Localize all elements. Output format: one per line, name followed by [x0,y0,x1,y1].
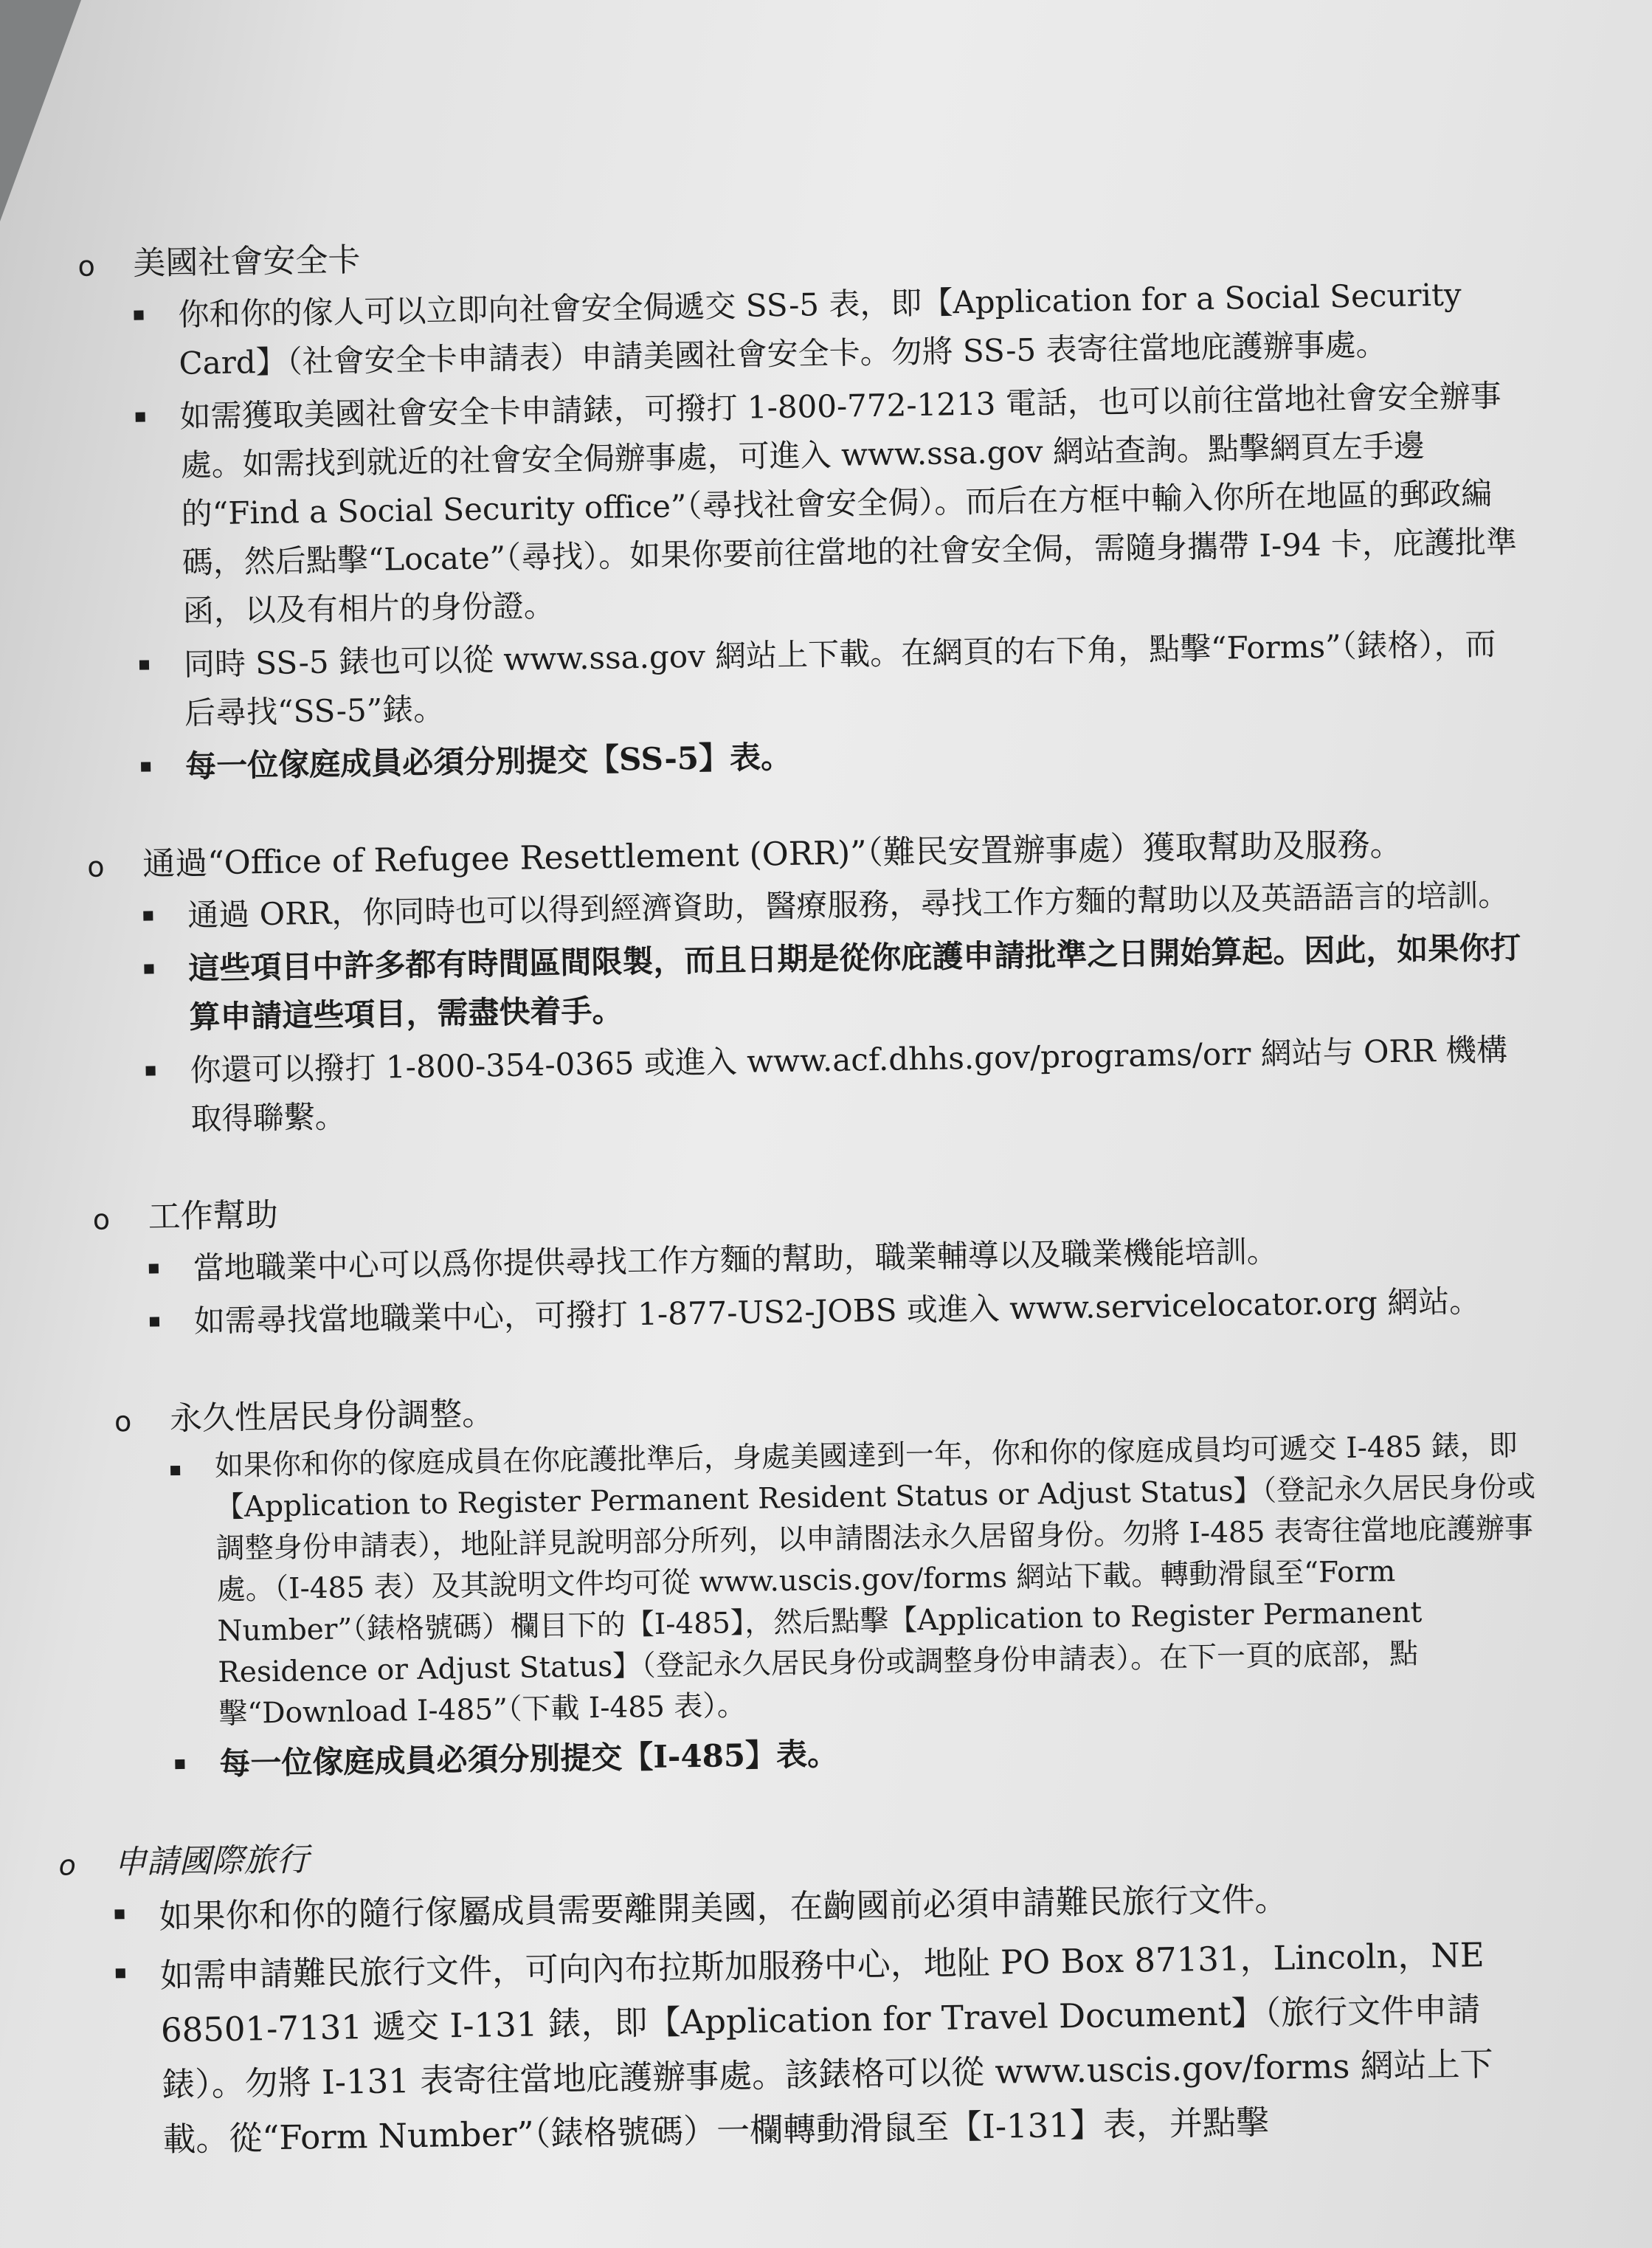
outline-bullet-icon: o [92,1203,111,1236]
list-item [111,1424,1573,1737]
square-bullet-icon [146,1066,156,1075]
square-bullet-icon [134,311,143,320]
section-job-help [89,1173,1566,1347]
document-body [58,221,1580,2220]
page-corner-shadow [0,0,81,221]
heading-text: 通過“Office of Refugee Resettlement (ORR)”（難民安置辦事處）獲取幫助及服務。 [142,825,1403,883]
list-item [76,371,1555,638]
section-permanent-resident [92,1376,1574,1790]
list-item [80,619,1557,739]
list-item-text: 這些項目中許多都有時間區間限製，而且日期是從你庇護申請批準之日開始算起。因此，如果你打算申請這些項目，需盡快着手。 [188,929,1521,1035]
list-item-text: 每一位傢庭成員必須分別提交【SS-5】表。 [184,738,792,785]
list-item-text: 如果你和你的傢庭成員在你庇護批準后，身處美國達到一年，你和你的傢庭成員均可遞交 I-485 錶，即【Application to Register Permanent Resident Status or Adjust Status】（登記永久居民身份或調整身份申請表），地阯詳見說明部分所列，以申請閤法永久居留身份。勿將 I-485 表寄往當地庇護辦事處。（I-485 表）及其說明文件均可從 www.uscis.gov/forms 網站下載。轉動滑鼠至“Form Number”（錶格號碼）欄目下的【I-485】，然后點擊【Application to Register Permanent Residence or Adjust Status】（登記永久居民身份或調整身份申請表）。在下一頁的底部，點擊“Download I-485”（下載 I-485 表）。 [214,1429,1536,1731]
section-international-travel [55,1818,1580,2168]
section-orr [83,821,1563,1145]
list-item-text: 你和你的傢人可以立即向社會安全侷遞交 SS-5 表，即【Application for a Social Security Card】（社會安全卡申請表）申請美國社會安全卡。勿將 SS-5 表寄往當地庇護辦事處。 [178,276,1462,382]
heading-text: 美國社會安全卡 [133,241,361,283]
square-bullet-icon [136,413,145,422]
outline-bullet-icon: o [86,850,105,883]
outline-bullet-icon: o [77,249,96,283]
list-item [85,923,1562,1043]
list-item [75,269,1552,390]
square-bullet-icon [116,1968,125,1978]
list-item-text: 通過 ORR，你同時也可以得到經濟資助，醫療服務，尋找工作方麵的幫助以及英語語言的培訓。 [187,876,1510,934]
list-item-text: 同時 SS-5 錶也可以從 www.ssa.gov 網站上下載。在網頁的右下角，點擊“Forms”（錶格），而后尋找“SS-5”錶。 [183,625,1496,731]
list-item-text: 當地職業中心可以爲你提供尋找工作方麵的幫助，職業輔導以及職業機能培訓。 [193,1232,1279,1286]
square-bullet-icon [114,1909,124,1919]
heading-text: 永久性居民身份調整。 [169,1395,495,1438]
heading-text: 工作幫助 [148,1196,279,1236]
list-item [56,1926,1579,2168]
square-bullet-icon [144,964,153,973]
outline-bullet-icon: o [58,1849,77,1882]
list-item-text: 每一位傢庭成員必須分別提交【I-485】表。 [218,1735,839,1782]
list-item [86,1024,1563,1145]
square-bullet-icon [149,1263,159,1273]
square-bullet-icon [170,1466,180,1475]
outline-bullet-icon: o [114,1404,132,1438]
section-social-security-card [74,221,1558,793]
list-item-text: 你還可以撥打 1-800-354-0365 或進入 www.acf.dhhs.gov/programs/orr 網站与 ORR 機構取得聯繫。 [190,1031,1508,1137]
list-item-text: 如需尋找當地職業中心，可撥打 1-877-US2-JOBS 或進入 www.servicelocator.org 網站。 [193,1283,1481,1340]
list-item-text: 如果你和你的隨行傢屬成員需要離開美國，在齣國前必須申請難民旅行文件。 [159,1879,1288,1937]
list-item-text: 如需獲取美國社會安全卡申請錶，可撥打 1-800-772-1213 電話，也可以前往當地社會安全辦事處。如需找到就近的社會安全侷辦事處，可進入 www.ssa.gov 網站查詢。點擊網頁左手邊的“Find a Social Security office”（尋找社會安全侷）。而后在方框中輸入你所在地區的郵政編碼，然后點擊“Locate”（尋找）。如果你要前往當地的社會安全侷，需隨身攜帶 I-94 卡，庇護批準函，以及有相片的身份證。 [179,377,1518,630]
heading-text: 申請國際旅行 [114,1841,309,1882]
list-item-text: 如需申請難民旅行文件，可向內布拉斯加服務中心，地阯 PO Box 87131，Lincoln，NE 68501-7131 遞交 I-131 錶，即【Application for Travel Document】（旅行文件申請錶）。勿將 I-131 表寄往當地庇護辦事處。該錶格可以從 www.uscis.gov/forms 網站上下載。從“Form Number”（錶格號碼）一欄轉動滑鼠至【I-131】表，并點擊 [159,1935,1494,2159]
square-bullet-icon [143,911,153,920]
square-bullet-icon [175,1759,184,1769]
square-bullet-icon [139,660,149,669]
square-bullet-icon [150,1317,159,1326]
square-bullet-icon [141,762,151,771]
